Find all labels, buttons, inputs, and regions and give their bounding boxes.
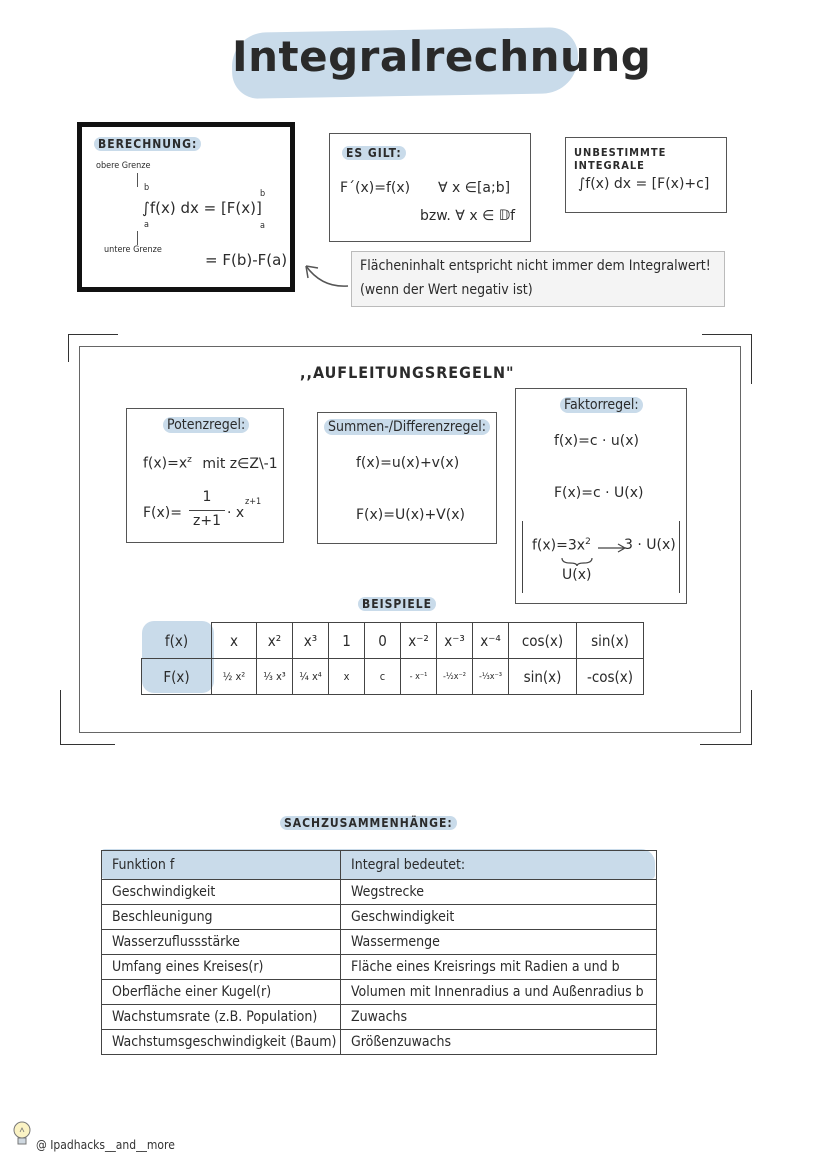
table-row <box>102 1030 657 1055</box>
table-cell: ¼ x⁴ <box>293 659 329 695</box>
untere-grenze-label: untere Grenze <box>104 245 162 255</box>
potenz-cond: mit z∈Z\-1 <box>202 455 278 472</box>
sach-heading: SACHZUSAMMENHÄNGE: <box>280 816 457 830</box>
table-row <box>102 980 657 1005</box>
bracket-upper: b <box>260 189 266 199</box>
table-cell: Wasserzuflussstärke <box>102 930 341 955</box>
frame-corner <box>700 744 752 745</box>
table-cell: ⅓ x³ <box>257 659 293 695</box>
table-cell: c <box>365 659 401 695</box>
faktorregel-box <box>515 388 687 604</box>
summenregel-title: Summen-/Differenzregel: <box>324 419 490 435</box>
lightbulb-icon <box>10 1120 34 1148</box>
table-cell: x³ <box>293 623 329 659</box>
potenzregel-title: Potenzregel: <box>163 417 249 433</box>
unbestimmte-formula: ∫f(x) dx = [F(x)+c] <box>578 176 710 192</box>
table-cell: sin(x) <box>509 659 577 695</box>
table-cell: x² <box>257 623 293 659</box>
table-header-cell: Integral bedeutet: <box>341 851 657 880</box>
note-line1: Flächeninhalt entspricht nicht immer dem Integralwert! <box>360 258 711 274</box>
summen-line1: f(x)=u(x)+v(x) <box>356 455 460 471</box>
table-cell: -⅓x⁻³ <box>473 659 509 695</box>
table-row <box>102 955 657 980</box>
frame-corner <box>60 690 61 745</box>
table-cell: 0 <box>365 623 401 659</box>
fraction-line <box>189 510 225 511</box>
arrow-icon <box>298 256 350 292</box>
table-cell: -cos(x) <box>577 659 644 695</box>
table-cell: Fläche eines Kreisrings mit Radien a und b <box>341 955 657 980</box>
table-cell: f(x) <box>142 623 212 659</box>
table-cell: Volumen mit Innenradius a und Außenradius b <box>341 980 657 1005</box>
potenz-exp2: z+1 <box>245 497 262 507</box>
sach-table <box>101 850 657 1055</box>
aufleitung-heading: ,,AUFLEITUNGSREGELN" <box>300 363 515 382</box>
potenz-f-exp: z <box>187 455 192 465</box>
potenz-dot-x: · x <box>227 505 245 521</box>
beispiele-heading: BEISPIELE <box>358 597 436 611</box>
footer-credit: @ Ipadhacks__and__more <box>36 1138 175 1152</box>
frame-corner <box>68 334 69 362</box>
sach-header-row <box>102 851 657 880</box>
faktor-ex-under: U(x) <box>562 567 592 583</box>
table-cell: Wegstrecke <box>341 880 657 905</box>
page-title: Integralrechnung <box>232 32 652 81</box>
potenz-num: 1 <box>202 489 212 505</box>
upper-limit: b <box>144 183 150 193</box>
aufleitung-frame <box>79 346 741 733</box>
underbrace-icon <box>560 557 594 567</box>
note-line2: (wenn der Wert negativ ist) <box>360 282 533 298</box>
potenz-den: z+1 <box>193 513 221 529</box>
table-header-cell: Funktion f <box>102 851 341 880</box>
es-gilt-heading: ES GILT: <box>342 146 406 160</box>
note-box <box>351 251 725 307</box>
obere-grenze-label: obere Grenze <box>96 161 151 171</box>
lower-limit: a <box>144 220 149 230</box>
summen-line2: F(x)=U(x)+V(x) <box>356 507 465 523</box>
summenregel-box <box>317 412 497 544</box>
table-cell: x⁻² <box>401 623 437 659</box>
faktor-ex-exp: 2 <box>585 537 591 547</box>
table-cell: F(x) <box>142 659 212 695</box>
table-row <box>102 905 657 930</box>
faktor-line2: F(x)=c · U(x) <box>554 485 644 501</box>
es-gilt-line2: bzw. ∀ x ∈ 𝔻f <box>420 208 516 224</box>
integral-formula: ∫f(x) dx = [F(x)] <box>142 199 262 217</box>
integral-result: = F(b)-F(a) <box>205 251 288 269</box>
faktor-line1: f(x)=c · u(x) <box>554 433 639 449</box>
table-cell: Umfang eines Kreises(r) <box>102 955 341 980</box>
table-cell: Beschleunigung <box>102 905 341 930</box>
unbestimmte-heading: UNBESTIMMTE INTEGRALE <box>574 146 667 172</box>
table-cell: ½ x² <box>212 659 257 695</box>
potenz-F-lhs: F(x)= <box>143 505 182 521</box>
table-cell: -½x⁻² <box>437 659 473 695</box>
table-cell: Wachstumsrate (z.B. Population) <box>102 1005 341 1030</box>
beispiele-row-F <box>142 659 644 695</box>
table-cell: x⁻³ <box>437 623 473 659</box>
beispiele-table <box>141 622 644 695</box>
frame-corner <box>702 334 752 335</box>
frame-corner <box>68 334 118 335</box>
obere-connector <box>137 173 138 187</box>
faktor-example-bracket <box>522 521 680 593</box>
es-gilt-line1-right: ∀ x ∈[a;b] <box>438 180 511 196</box>
faktor-ex-left: f(x)=3x <box>532 537 586 554</box>
es-gilt-box <box>329 133 531 242</box>
potenz-f: f(x)=x <box>143 455 188 472</box>
faktorregel-title: Faktorregel: <box>560 397 643 413</box>
table-cell: Wachstumsgeschwindigkeit (Baum) <box>102 1030 341 1055</box>
table-cell: Zuwachs <box>341 1005 657 1030</box>
frame-corner <box>60 744 115 745</box>
table-cell: Größenzuwachs <box>341 1030 657 1055</box>
table-cell: Geschwindigkeit <box>341 905 657 930</box>
bracket-lower: a <box>260 221 265 231</box>
faktor-ex-right: 3 · U(x) <box>624 537 676 553</box>
table-cell: Wassermenge <box>341 930 657 955</box>
unbestimmte-box <box>565 137 727 213</box>
berechnung-box <box>77 122 295 292</box>
table-cell: cos(x) <box>509 623 577 659</box>
untere-connector <box>137 231 138 245</box>
table-row <box>102 1005 657 1030</box>
es-gilt-line1-left: F´(x)=f(x) <box>340 180 411 196</box>
table-cell: x <box>212 623 257 659</box>
table-cell: Oberfläche einer Kugel(r) <box>102 980 341 1005</box>
table-cell: - x⁻¹ <box>401 659 437 695</box>
table-cell: Geschwindigkeit <box>102 880 341 905</box>
table-cell: x⁻⁴ <box>473 623 509 659</box>
frame-corner <box>751 334 752 384</box>
table-row <box>102 930 657 955</box>
table-cell: x <box>329 659 365 695</box>
frame-corner <box>751 690 752 745</box>
berechnung-heading: BERECHNUNG: <box>94 137 201 151</box>
table-cell: 1 <box>329 623 365 659</box>
table-cell: sin(x) <box>577 623 644 659</box>
potenzregel-box <box>126 408 284 543</box>
table-row <box>102 880 657 905</box>
beispiele-row-f <box>142 623 644 659</box>
